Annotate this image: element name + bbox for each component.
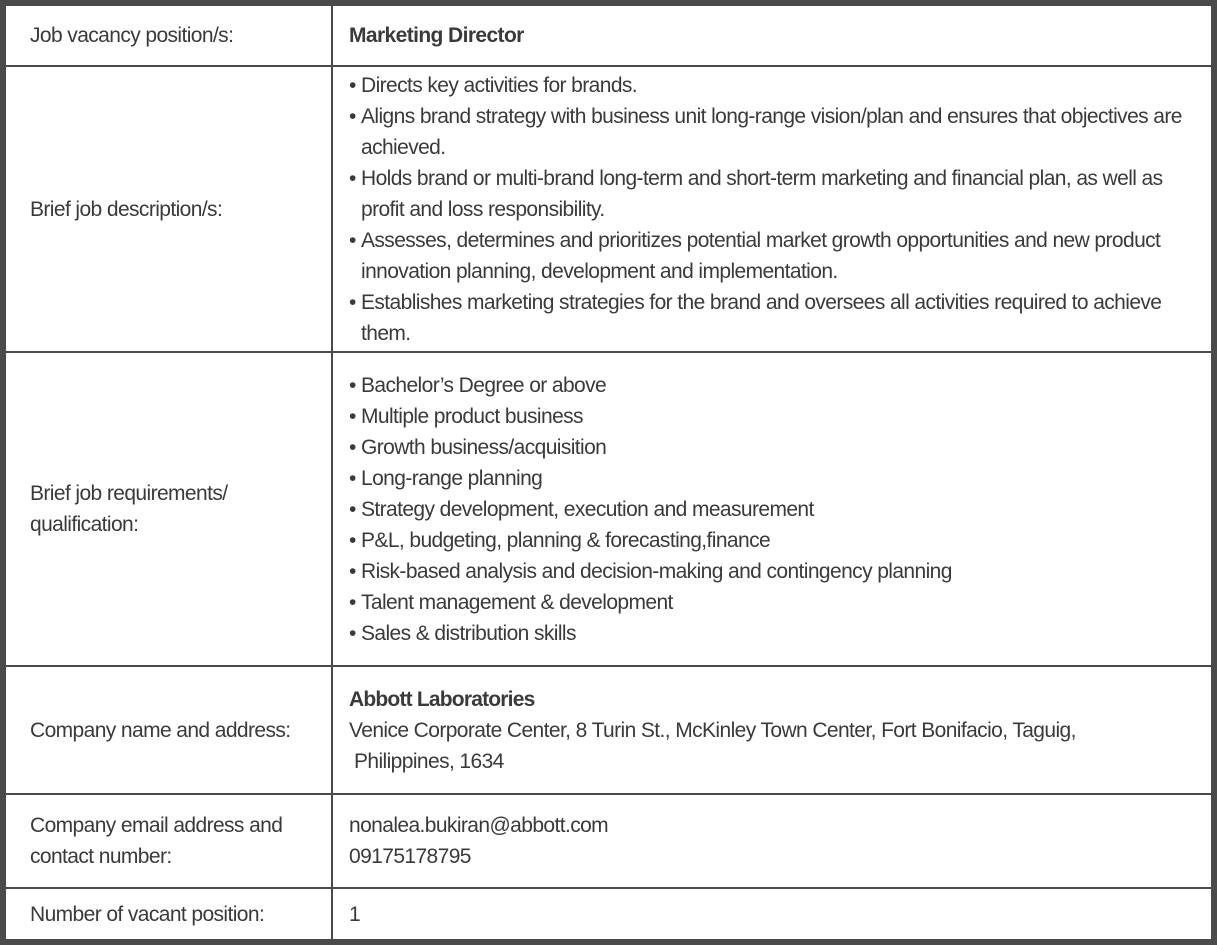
requirements-list [349,370,1193,649]
contact-email[interactable]: nonalea.bukiran@abbott.com [349,814,609,837]
requirement-item: • Sales & distribution skills [349,618,1193,649]
requirements-label [6,352,332,666]
requirement-item: • Risk-based analysis and decision-making and contingency planning [349,556,1193,587]
requirement-item: • Growth business/acquisition [349,432,1193,463]
job-posting-table [6,6,1211,939]
description-item: • Assesses, determines and prioritizes potential market growth opportunities and new product innovation planning, development and implementation. [349,225,1193,287]
requirement-item: • P&L, budgeting, planning & forecasting,finance [349,525,1193,556]
contact-label-line1: Company email address and [30,814,283,837]
contact-phone[interactable]: 09175178795 [349,845,471,868]
description-item: • Aligns brand strategy with business unit long-range vision/plan and ensures that objectives are achieved. [349,101,1193,163]
requirement-item: • Bachelor’s Degree or above [349,370,1193,401]
company-name: Abbott Laboratories [349,687,535,711]
description-cell [332,66,1211,352]
row-description [6,66,1211,352]
row-contact [6,794,1211,888]
requirements-label-line1: Brief job requirements/ [30,482,228,505]
company-address-line1: Venice Corporate Center, 8 Turin St., McKinley Town Center, Fort Bonifacio, Taguig, [349,718,1076,742]
row-requirements [6,352,1211,666]
contact-label-line2: contact number: [30,845,172,868]
position-label: Job vacancy position/s: [6,6,332,66]
description-list [349,70,1193,349]
requirement-item: • Strategy development, execution and measurement [349,494,1193,525]
vacancies-value: 1 [332,888,1211,939]
company-label: Company name and address: [6,666,332,794]
requirement-item: • Long-range planning [349,463,1193,494]
company-address-line2: Philippines, 1634 [354,749,504,773]
description-label: Brief job description/s: [6,66,332,352]
requirement-item: • Talent management & development [349,587,1193,618]
description-item: • Establishes marketing strategies for the brand and oversees all activities required to achieve them. [349,287,1193,349]
description-item: • Directs key activities for brands. [349,70,1193,101]
position-value: Marketing Director [332,6,1211,66]
requirements-cell [332,352,1211,666]
requirement-item: • Multiple product business [349,401,1193,432]
requirements-label-line2: qualification: [30,513,139,536]
company-cell [332,666,1211,794]
row-company [6,666,1211,794]
contact-label [6,794,332,888]
row-position [6,6,1211,66]
vacancies-label: Number of vacant position: [6,888,332,939]
description-item: • Holds brand or multi-brand long-term and short-term marketing and financial plan, as well as profit and loss responsibility. [349,163,1193,225]
row-vacancies [6,888,1211,939]
contact-cell [332,794,1211,888]
